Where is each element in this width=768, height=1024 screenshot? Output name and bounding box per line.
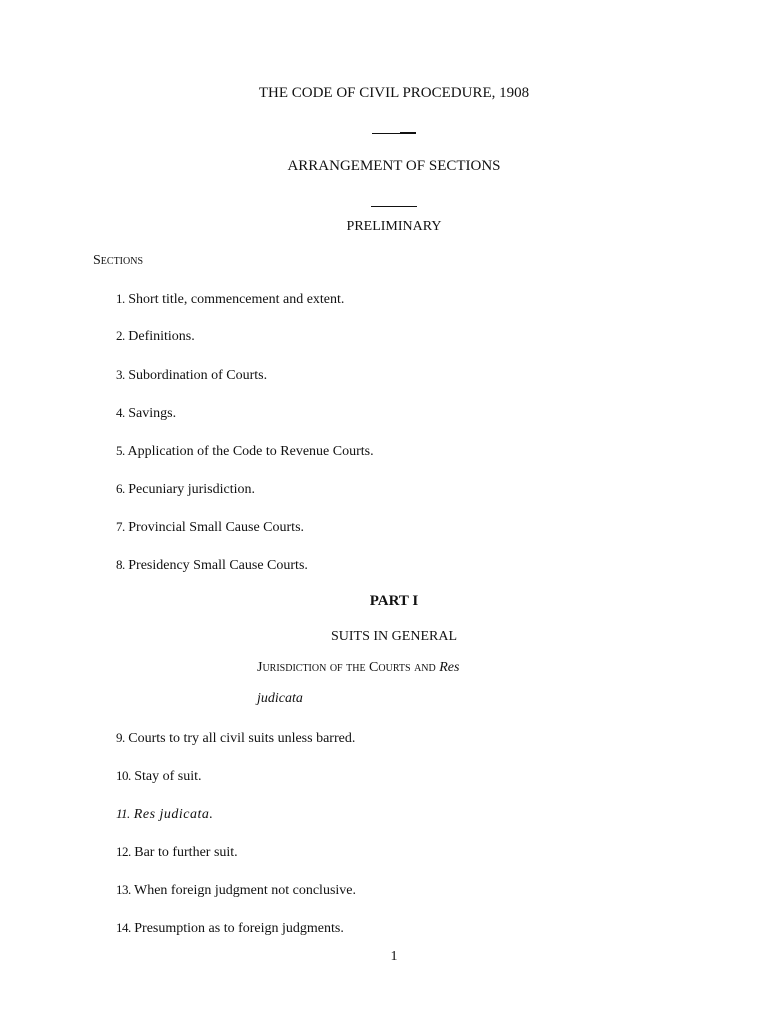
part-heading: PART I [369,593,419,609]
section-number: 2. [116,328,125,343]
section-entry-7 [116,519,304,536]
section-number: 6. [116,481,125,496]
section-entry-3 [116,367,267,384]
section-title: Courts to try all civil suits unless barred. [128,731,356,746]
section-entry-4 [116,405,176,422]
section-title: When foreign judgment not conclusive. [134,883,356,898]
section-title: Definitions. [128,329,195,344]
subheading-continued: judicata [257,691,303,706]
section-title: Presidency Small Cause Courts. [128,558,308,573]
arrangement-divider [371,206,417,207]
subheading-text: Jurisdiction of the Courts and [257,660,436,675]
section-number: 3. [116,367,125,382]
section-number: 9. [116,730,125,745]
page-number: 1 [390,949,398,964]
section-number: 13. [116,882,131,897]
section-number: 11. [116,806,130,821]
section-entry-6 [116,481,255,498]
section-title: Short title, commencement and extent. [128,292,345,307]
title-divider-accent [400,132,416,134]
section-title: Presumption as to foreign judgments. [134,921,344,936]
section-title: Savings. [128,406,177,421]
section-entry-5 [116,443,374,460]
arrangement-heading: ARRANGEMENT OF SECTIONS [287,158,501,174]
section-title: Application of the Code to Revenue Courts. [127,444,374,459]
section-entry-13 [116,882,356,899]
section-title: Res judicata. [133,807,214,822]
section-title: Bar to further suit. [134,845,238,860]
section-title: Subordination of Courts. [128,368,268,383]
section-entry-12 [116,844,238,861]
preliminary-heading: PRELIMINARY [346,219,442,234]
section-number: 4. [116,405,125,420]
section-title: Pecuniary jurisdiction. [128,482,256,497]
section-number: 12. [116,844,131,859]
section-entry-8 [116,557,308,574]
sections-label: Sections [93,253,144,268]
section-number: 10. [116,768,131,783]
section-number: 7. [116,519,125,534]
document-title: THE CODE OF CIVIL PROCEDURE, 1908 [258,85,530,101]
section-entry-14 [116,920,344,937]
section-number: 5. [116,443,125,458]
section-number: 14. [116,920,131,935]
subheading-italic: Res [439,660,460,675]
section-number: 8. [116,557,125,572]
section-entry-1 [116,291,344,308]
section-entry-11 [116,806,213,823]
part-title: SUITS IN GENERAL [331,629,457,644]
section-title: Provincial Small Cause Courts. [128,520,305,535]
section-entry-2 [116,328,195,345]
section-entry-10 [116,768,202,785]
section-entry-9 [116,730,355,747]
section-number: 1. [116,291,125,306]
subheading [257,660,459,676]
section-title: Stay of suit. [134,769,202,784]
